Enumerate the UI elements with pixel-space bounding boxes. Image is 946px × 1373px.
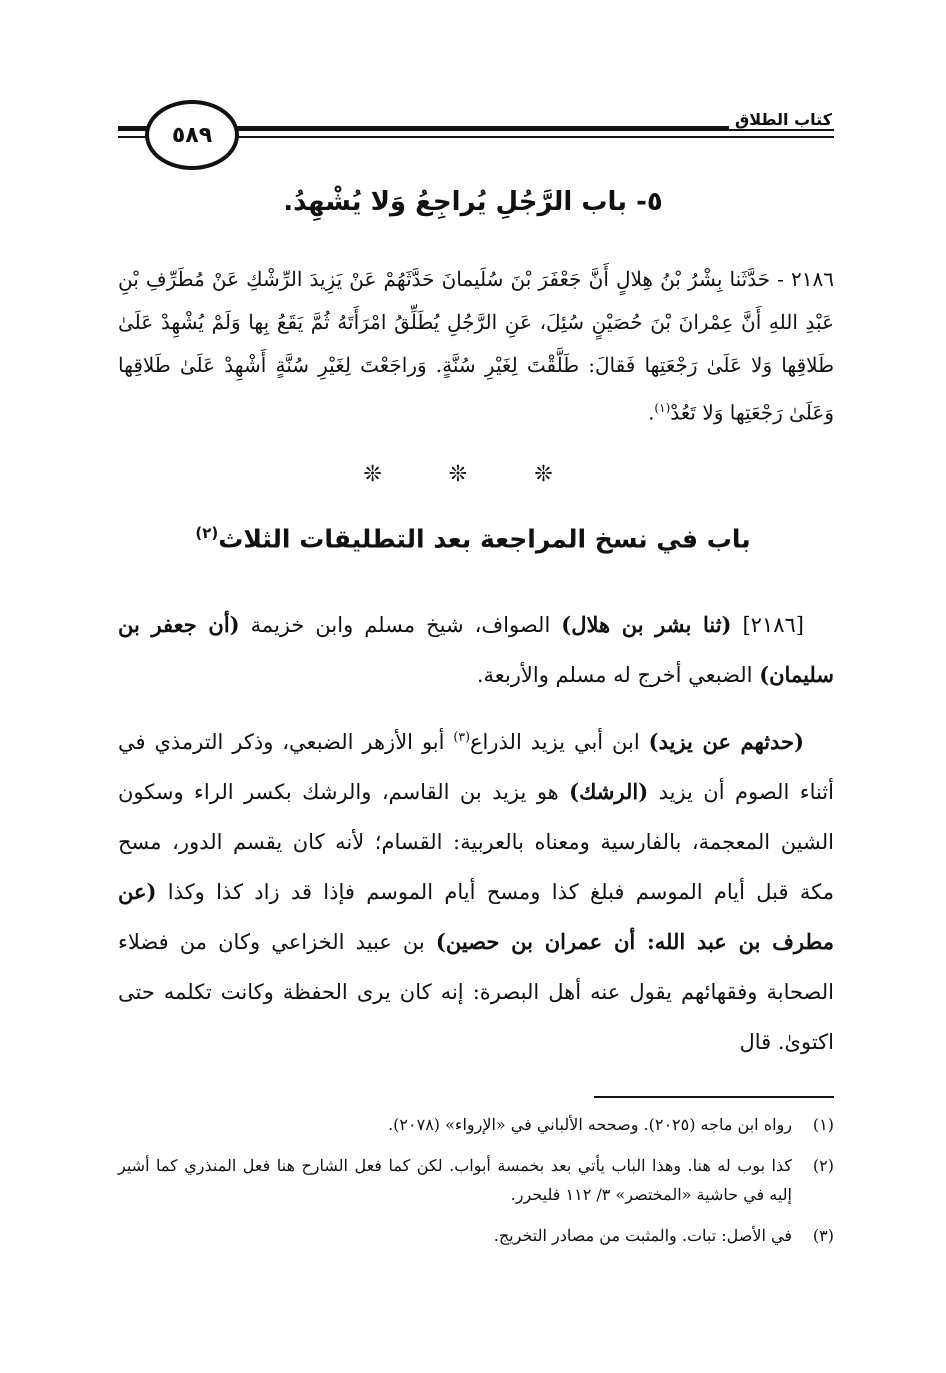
comment-text: الصواف، شيخ مسلم وابن خزيمة — [239, 613, 562, 637]
quote-bold: (ثنا بشر بن هلال) — [561, 612, 732, 637]
comment-text: ابن أبي يزيد الذراع — [470, 730, 649, 754]
commentary-paragraph-2 — [118, 712, 834, 1067]
comment-text: أبو الأزهر الضبعي، وذكر الترمذي في أثناء الصوم أن يزيد — [118, 730, 834, 804]
bab-heading — [0, 524, 946, 553]
footnote-text: كذا بوب له هنا. وهذا الباب يأتي بعد بخمسة أبواب. لكن كما فعل الشارح هنا فعل المنذري كما أشير إليه في حاشية «المختصر» ٣/ ١١٢ فليحرر. — [118, 1156, 792, 1204]
quote-bold: (الرشك) — [569, 779, 649, 804]
hadith-body: ٢١٨٦ - حَدَّثَنا بِشْرُ بْنُ هِلالٍ أَنَّ جَعْفَرَ بْنَ سُلَيمانَ حَدَّثَهُمْ عَنْ يَزِيدَ الرِّشْكِ عَنْ مُطَرِّفِ بْنِ عَبْدِ اللهِ أَنَّ عِمْرانَ بْنَ حُصَيْنٍ سُئِلَ، عَنِ الرَّجُلِ يُطَلِّقُ امْرَأَتَهُ ثُمَّ يَقَعُ بِها وَلَمْ يُشْهِدْ عَلَىٰ طَلاقِها وَلا عَلَىٰ رَجْعَتِها فَقالَ: طَلَّقْتَ لِغَيْرِ سُنَّةٍ. وَراجَعْتَ لِغَيْرِ سُنَّةٍ أَشْهِدْ عَلَىٰ طَلاقِها وَعَلَىٰ رَجْعَتِها وَلا تَعُدْ — [118, 267, 835, 425]
hadith-end: . — [648, 400, 655, 425]
hadith-number: [٢١٨٦] — [731, 613, 804, 637]
comment-text: هو يزيد بن القاسم، والرشك بكسر الراء وسكون الشين المعجمة، بالفارسية ومعناه بالعربية: القسام؛ لأنه كان يقسم الدور، مسح مكة قبل أيام الموسم فبلغ كذا ومسح أيام الموسم فإذا قد زاد كذا وكذا — [118, 780, 834, 904]
commentary-paragraph-1 — [118, 600, 834, 700]
quote-bold: (حدثهم عن يزيد) — [648, 729, 804, 754]
footnote — [118, 1221, 834, 1250]
section-separator: ❊ ❊ ❊ — [363, 462, 583, 487]
footnote-text: في الأصل: تبات. والمثبت من مصادر التخريج. — [493, 1226, 792, 1245]
section-heading: ٥- باب الرَّجُلِ يُراجِعُ وَلا يُشْهِدُ. — [283, 187, 663, 217]
footnote-number: (٢) — [812, 1156, 834, 1175]
page-number-text: ٥٨٩ — [171, 122, 213, 148]
commentary — [118, 600, 834, 1079]
footnote-rule — [594, 1096, 834, 1098]
footnotes — [118, 1110, 834, 1262]
footnote-text: رواه ابن ماجه (٢٠٢٥). وصححه الألباني في «الإرواء» (٢٠٧٨). — [388, 1115, 792, 1134]
bab-heading-text: باب في نسخ المراجعة بعد التطليقات الثلاث — [218, 524, 751, 554]
footnote — [118, 1151, 834, 1209]
comment-text: بن عبيد الخزاعي وكان من فضلاء الصحابة وفقهائهم يقول عنه أهل البصرة: إنه كان يرى الحفظة وكانت تكلمه حتى اكتوىٰ. قال — [118, 930, 834, 1054]
footnote — [118, 1110, 834, 1139]
comment-text: الضبعي أخرج له مسلم والأربعة. — [476, 663, 760, 687]
footnote-ref-2: (٢) — [195, 524, 219, 542]
quote-bold: (عن مطرف بن عبد الله: أن عمران بن حصين) — [118, 879, 834, 954]
footnote-number: (١) — [812, 1115, 834, 1134]
running-title: كتاب الطلاق — [729, 110, 838, 129]
quote-bold: (أن جعفر بن سليمان) — [118, 612, 834, 687]
footnote-ref-3: (٣) — [453, 729, 471, 744]
page-number — [145, 100, 239, 170]
footnote-number: (٣) — [812, 1226, 834, 1245]
hadith-text — [118, 258, 834, 435]
footnote-ref-1: (١) — [654, 401, 671, 415]
